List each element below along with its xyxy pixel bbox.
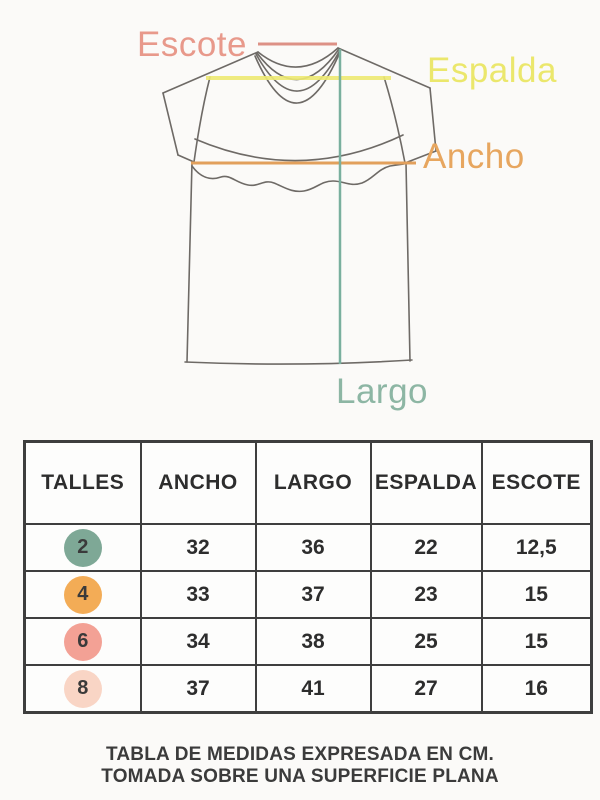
footer-note: [0, 744, 600, 788]
size-cell: [25, 571, 141, 618]
espalda-value: 23: [371, 571, 482, 618]
largo-value: 41: [256, 665, 371, 713]
espalda-label: Espalda: [427, 51, 557, 90]
size-table: [23, 440, 593, 714]
espalda-value: 25: [371, 618, 482, 665]
ancho-value: 37: [141, 665, 256, 713]
escote-value: 16: [482, 665, 592, 713]
size-circle: 2: [64, 529, 102, 567]
ancho-label: Ancho: [423, 137, 525, 176]
header-espalda: ESPALDA: [371, 442, 482, 525]
footer-line-1: TABLA DE MEDIDAS EXPRESADA EN CM.: [105, 744, 495, 765]
footer-line-2: TOMADA SOBRE UNA SUPERFICIE PLANA: [101, 766, 499, 787]
size-circle: 8: [64, 670, 102, 708]
espalda-value: 27: [371, 665, 482, 713]
size-circle: 4: [64, 576, 102, 614]
escote-value: 12,5: [482, 524, 592, 571]
ancho-value: 34: [141, 618, 256, 665]
size-cell: [25, 665, 141, 713]
escote-label: Escote: [137, 25, 247, 64]
size-cell: [25, 524, 141, 571]
header-largo: LARGO: [256, 442, 371, 525]
header-escote: ESCOTE: [482, 442, 592, 525]
ancho-value: 32: [141, 524, 256, 571]
size-circle: 6: [64, 623, 102, 661]
largo-value: 38: [256, 618, 371, 665]
table-row: [25, 665, 592, 713]
escote-value: 15: [482, 571, 592, 618]
size-cell: [25, 618, 141, 665]
table-row: [25, 524, 592, 571]
table-header-row: [25, 442, 592, 525]
escote-value: 15: [482, 618, 592, 665]
header-ancho: ANCHO: [141, 442, 256, 525]
table-row: [25, 571, 592, 618]
ancho-value: 33: [141, 571, 256, 618]
table-row: [25, 618, 592, 665]
header-talles: TALLES: [25, 442, 141, 525]
largo-value: 36: [256, 524, 371, 571]
tshirt-outline: [163, 48, 436, 364]
largo-label: Largo: [336, 372, 429, 411]
largo-value: 37: [256, 571, 371, 618]
espalda-value: 22: [371, 524, 482, 571]
